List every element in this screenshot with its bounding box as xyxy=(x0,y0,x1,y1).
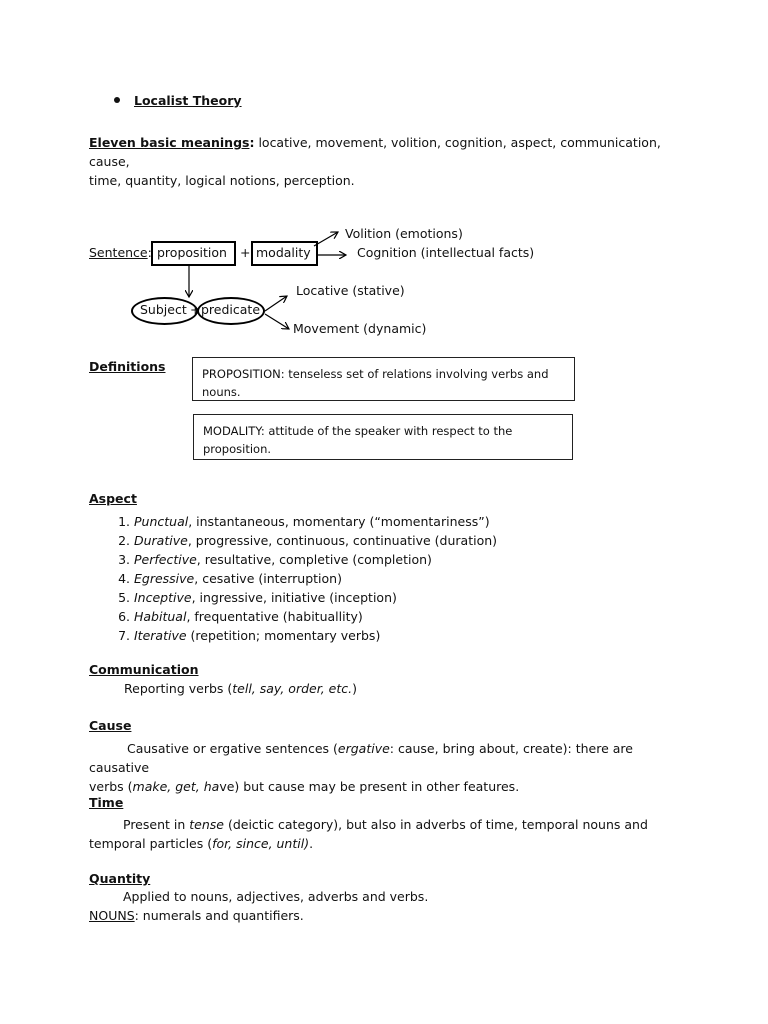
communication-text: Reporting verbs (tell, say, order, etc.) xyxy=(124,681,357,696)
cognition-label: Cognition (intellectual facts) xyxy=(357,245,535,260)
quantity-text: Applied to nouns, adjectives, adverbs and verbs. xyxy=(123,889,429,904)
aspect-label: Aspect xyxy=(89,491,137,506)
proposition-text: proposition xyxy=(157,245,227,260)
aspect-list xyxy=(104,512,694,645)
nouns-line: NOUNS: numerals and quantifiers. xyxy=(89,908,304,923)
arrow-to-movement xyxy=(265,314,289,329)
intro-text-2: time, quantity, logical notions, perception. xyxy=(89,173,355,188)
bullet-marker xyxy=(114,97,120,103)
modality-text: modality xyxy=(256,245,311,260)
proposition-definition-box: PROPOSITION: tenseless set of relations involving verbs and nouns. xyxy=(192,357,575,401)
time-paragraph: Present in tense (deictic category), but also in adverbs of time, temporal nouns and temporal particles (for, since, until). xyxy=(89,817,648,851)
list-item: 6. Habitual, frequentative (habituallity) xyxy=(134,607,694,626)
definitions-label: Definitions xyxy=(89,359,166,374)
locative-label: Locative (stative) xyxy=(296,283,405,298)
intro-label: Eleven basic meanings xyxy=(89,135,250,150)
plus-sign-2: + xyxy=(190,302,201,317)
list-item: 4. Egressive, cesative (interruption) xyxy=(134,569,694,588)
cause-label: Cause xyxy=(89,718,132,733)
arrow-to-locative xyxy=(265,296,287,311)
list-item: 3. Perfective, resultative, completive (completion) xyxy=(134,550,694,569)
section-title: Localist Theory xyxy=(134,93,242,108)
communication-label: Communication xyxy=(89,662,199,677)
movement-label: Movement (dynamic) xyxy=(293,321,427,336)
list-item: 7. Iterative (repetition; momentary verbs) xyxy=(134,626,694,645)
cause-paragraph: Causative or ergative sentences (ergative: cause, bring about, create): there are causative verbs (make, get, have) but cause may be present in other features. xyxy=(89,741,633,794)
time-label: Time xyxy=(89,795,124,810)
predicate-text: predicate xyxy=(201,302,261,317)
quantity-label: Quantity xyxy=(89,871,151,886)
sentence-label: Sentence: xyxy=(89,245,152,260)
modality-definition-box: MODALITY: attitude of the speaker with respect to the proposition. xyxy=(193,414,573,460)
plus-sign: + xyxy=(240,245,251,260)
list-item: 1. Punctual, instantaneous, momentary (“momentariness”) xyxy=(134,512,694,531)
volition-label: Volition (emotions) xyxy=(345,226,463,241)
subject-text: Subject xyxy=(140,302,187,317)
list-item: 2. Durative, progressive, continuous, continuative (duration) xyxy=(134,531,694,550)
list-item: 5. Inceptive, ingressive, initiative (inception) xyxy=(134,588,694,607)
intro-text: locative, movement, volition, cognition, aspect, communication, cause, xyxy=(89,135,661,169)
intro-paragraph: Eleven basic meanings: locative, movement, volition, cognition, aspect, communication, cause, time, quantity, logical notions, perception. xyxy=(89,135,661,188)
